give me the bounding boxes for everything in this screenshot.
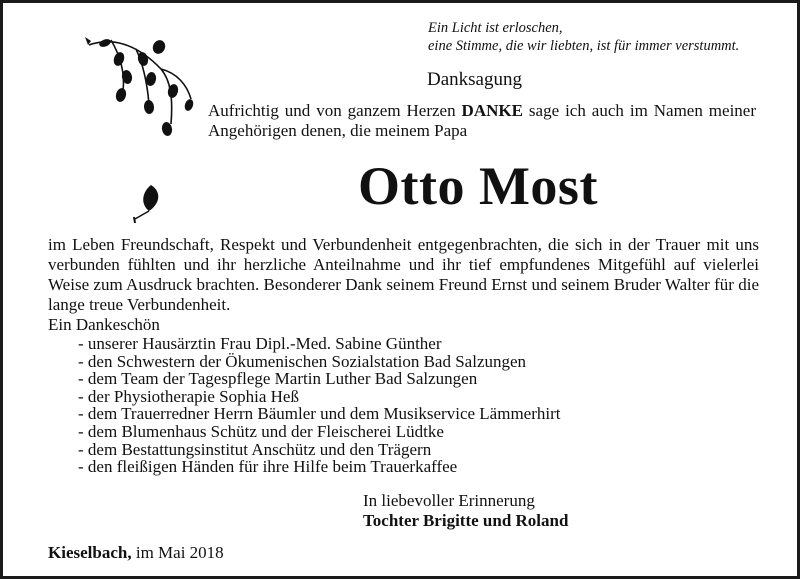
- intro-emphasis: DANKE: [461, 101, 523, 120]
- closing-block: [363, 491, 568, 531]
- thanks-item: - dem Team der Tagespflege Martin Luther Bad Salzungen: [78, 370, 560, 388]
- thanks-heading: Ein Dankeschön: [48, 315, 160, 334]
- thanks-item: - dem Bestattungsinstitut Anschütz und den Trägern: [78, 441, 560, 459]
- thanks-item: - dem Trauerredner Herrn Bäumler und dem Musikservice Lämmerhirt: [78, 405, 560, 423]
- place-date: [48, 543, 224, 563]
- place-town: Kieselbach,: [48, 543, 132, 562]
- thanks-item: - dem Blumenhaus Schütz und der Fleischerei Lüdtke: [78, 423, 560, 441]
- closing-line: In liebevoller Erinnerung: [363, 491, 535, 510]
- memorial-quote: [428, 19, 788, 55]
- quote-line-1: Ein Licht ist erloschen,: [428, 20, 563, 36]
- thanks-item: - unserer Hausärztin Frau Dipl.-Med. Sabine Günther: [78, 335, 560, 353]
- danksagung-heading: Danksagung: [427, 69, 522, 90]
- falling-leaf-illustration: [131, 183, 165, 223]
- thanks-list: [78, 335, 560, 476]
- birch-branch-illustration: [81, 29, 201, 149]
- thanks-item: - den fleißigen Händen für ihre Hilfe beim Trauerkaffee: [78, 458, 560, 476]
- intro-before: Aufrichtig und von ganzem Herzen: [208, 101, 456, 120]
- deceased-name: Otto Most: [358, 156, 598, 216]
- body-paragraph: im Leben Freundschaft, Respekt und Verbundenheit entgegenbrachten, die sich in der Trauer mit uns verbunden fühlten und ihr herzliche Anteilnahme und ihr tief empfundenes Mitgefühl auf vielerlei Weise zum Ausdruck brachten. Besonderer Dank seinem Freund Ernst und seinem Bruder Walter für die lange treue Verbundenheit.: [48, 235, 759, 314]
- place-date-text: im Mai 2018: [135, 543, 224, 562]
- thanks-item: - den Schwestern der Ökumenischen Sozialstation Bad Salzungen: [78, 353, 560, 371]
- thanks-item: - der Physiotherapie Sophia Heß: [78, 388, 560, 406]
- intro-text: [208, 101, 756, 141]
- quote-line-2: eine Stimme, die wir liebten, ist für immer verstummt.: [428, 38, 740, 54]
- signature: Tochter Brigitte und Roland: [363, 511, 569, 530]
- intro-after: sage ich auch im Namen meiner Angehörigen denen, die meinem Papa: [208, 101, 757, 140]
